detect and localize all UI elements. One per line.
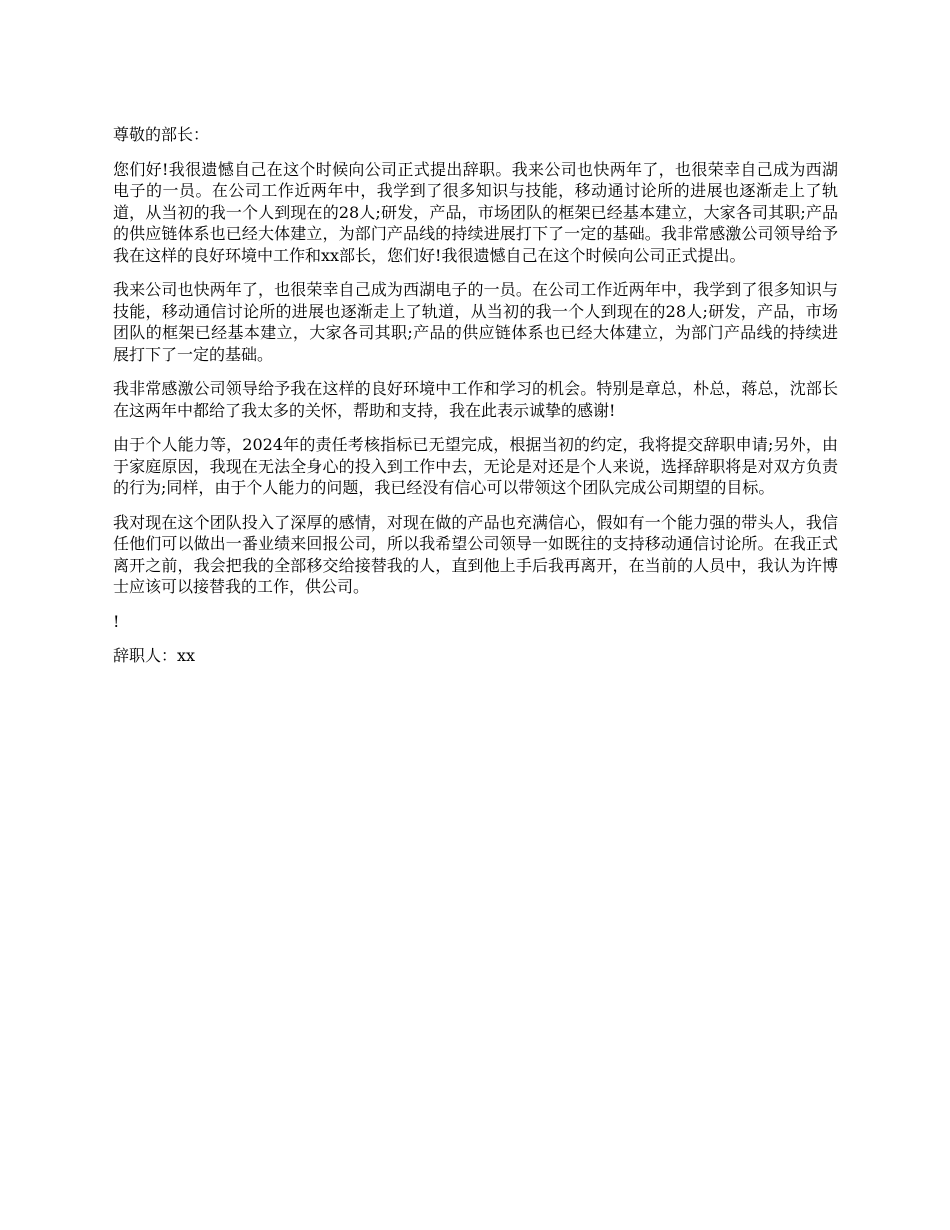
paragraph-5: 我对现在这个团队投入了深厚的感情，对现在做的产品也充满信心，假如有一个能力强的带头人，我信任他们可以做出一番业绩来回报公司，所以我希望公司领导一如既往的支持移动通信讨论所。在我正式离开之前，我会把我的全部移交给接替我的人，直到他上手后我再离开，在当前的人员中，我认为许博士应该可以接替我的工作，供公司。 — [113, 512, 838, 596]
letter-body — [113, 124, 838, 680]
paragraph-4: 由于个人能力等，2024年的责任考核指标已无望完成，根据当初的约定，我将提交辞职申请;另外，由于家庭原因，我现在无法全身心的投入到工作中去，无论是对还是个人来说，选择辞职将是对双方负责的行为;同样，由于个人能力的问题，我已经没有信心可以带领这个团队完成公司期望的目标。 — [113, 435, 838, 497]
signature: 辞职人：xx — [113, 646, 196, 665]
salutation: 尊敬的部长： — [113, 125, 210, 144]
paragraph-1: 您们好!我很遗憾自己在这个时候向公司正式提出辞职。我来公司也快两年了，也很荣幸自己成为西湖电子的一员。在公司工作近两年中，我学到了很多知识与技能，移动通讨论所的进展也逐渐走上了轨道，从当初的我一个人到现在的28人;研发，产品，市场团队的框架已经基本建立，大家各司其职;产品的供应链体系也已经大体建立，为部门产品线的持续进展打下了一定的基础。我非常感激公司领导给予我在这样的良好环境中工作和xx部长，您们好!我很遗憾自己在这个时候向公司正式提出。 — [113, 159, 838, 265]
exclamation-line: ! — [113, 611, 120, 631]
paragraph-2: 我来公司也快两年了，也很荣幸自己成为西湖电子的一员。在公司工作近两年中，我学到了很多知识与技能，移动通信讨论所的进展也逐渐走上了轨道，从当初的我一个人到现在的28人;研发，产品，市场团队的框架已经基本建立，大家各司其职;产品的供应链体系也已经大体建立，为部门产品线的持续进展打下了一定的基础。 — [113, 280, 838, 364]
paragraph-3: 我非常感激公司领导给予我在这样的良好环境中工作和学习的机会。特别是章总，朴总，蒋总，沈部长在这两年中都给了我太多的关怀，帮助和支持，我在此表示诚挚的感谢! — [113, 379, 838, 420]
